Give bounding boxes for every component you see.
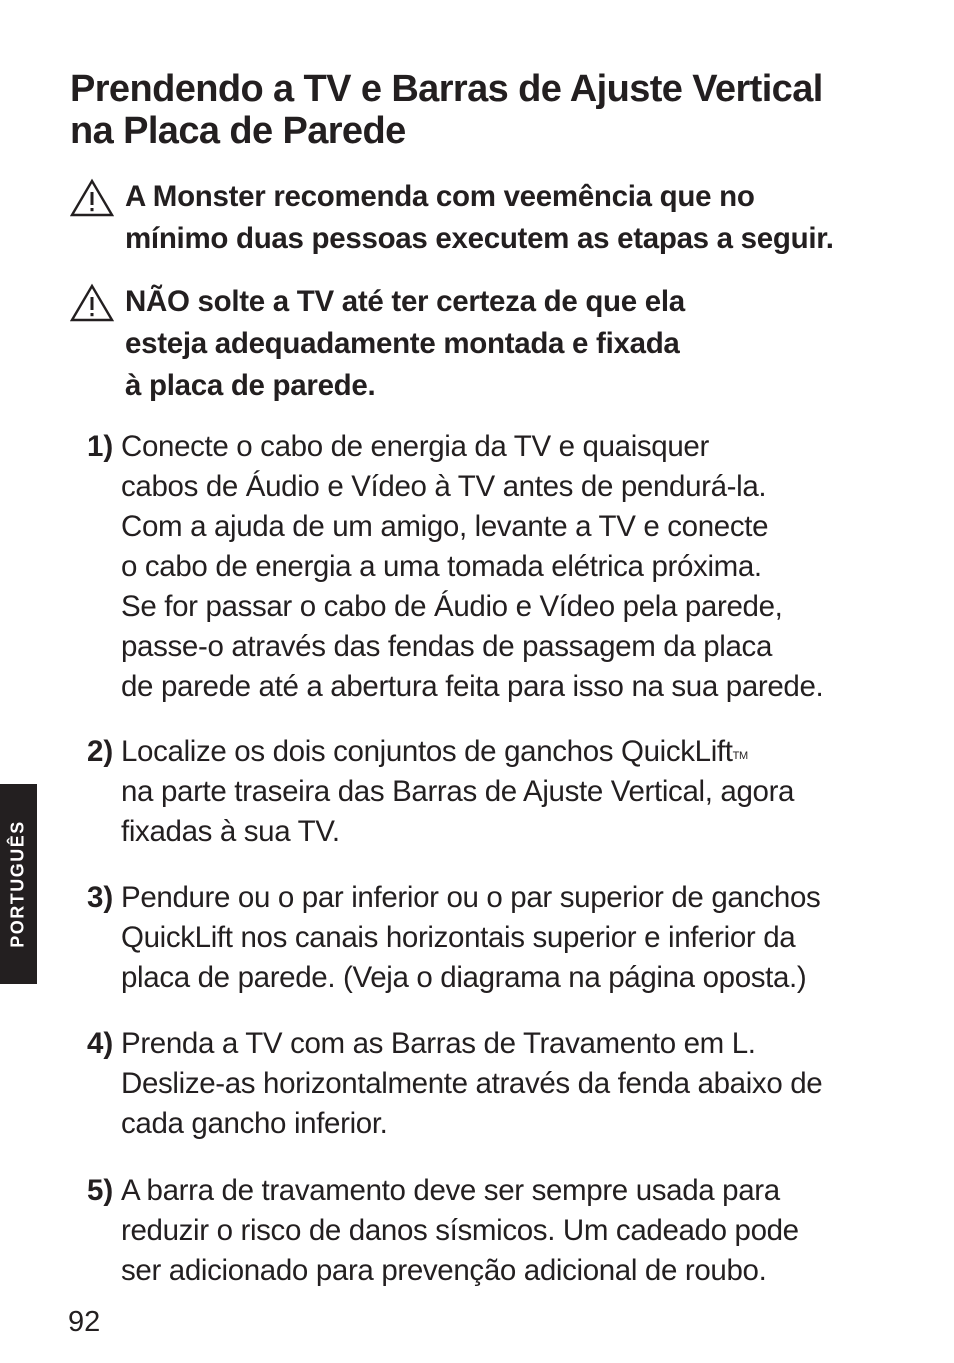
- language-tab-label: PORTUGUÊS: [7, 820, 28, 948]
- step-number: 2): [87, 735, 114, 768]
- step-3-line: placa de parede. (Veja o diagrama na página oposta.): [121, 961, 807, 994]
- warning-2-line: à placa de parede.: [125, 369, 376, 402]
- step-1-line: de parede até a abertura feita para isso na sua parede.: [121, 670, 824, 703]
- step-number: 3): [87, 881, 114, 914]
- step-5-line: ser adicionado para prevenção adicional de roubo.: [121, 1254, 767, 1287]
- step-2-line: [121, 732, 921, 772]
- step-1-line: Conecte o cabo de energia da TV e quaisquer: [121, 430, 709, 463]
- step-number: 5): [87, 1174, 114, 1207]
- language-side-tab: [0, 784, 37, 984]
- step-2-line: na parte traseira das Barras de Ajuste Vertical, agora: [121, 775, 795, 808]
- step-number: 1): [87, 430, 114, 463]
- step-1-line: Se for passar o cabo de Áudio e Vídeo pela parede,: [121, 590, 783, 623]
- step-text: [121, 427, 921, 707]
- step-1-line: passe-o através das fendas de passagem da placa: [121, 630, 773, 663]
- page-title: [70, 68, 930, 152]
- step-text: [121, 878, 921, 998]
- warning-triangle-icon: [70, 178, 114, 218]
- warning-text-2: [125, 281, 925, 407]
- page-title-line-1: Prendendo a TV e Barras de Ajuste Vertical: [70, 68, 823, 110]
- warning-1-line: mínimo duas pessoas executem as etapas a seguir.: [125, 222, 834, 255]
- step-3-line: QuickLift nos canais horizontais superior e inferior da: [121, 921, 796, 954]
- step-text: [121, 732, 921, 852]
- step-1-line: cabos de Áudio e Vídeo à TV antes de pendurá-la.: [121, 470, 767, 503]
- step-text: [121, 1171, 921, 1291]
- step-1-line: Com a ajuda de um amigo, levante a TV e conecte: [121, 510, 769, 543]
- warning-2-line: esteja adequadamente montada e fixada: [125, 327, 680, 360]
- step-5-line: reduzir o risco de danos sísmicos. Um cadeado pode: [121, 1214, 799, 1247]
- step-4-line: cada gancho inferior.: [121, 1107, 388, 1140]
- page-title-line-2: na Placa de Parede: [70, 110, 406, 152]
- step-text: [121, 1024, 921, 1144]
- step-4-line: Deslize-as horizontalmente através da fenda abaixo de: [121, 1067, 823, 1100]
- warning-1-line: A Monster recomenda com veemência que no: [125, 180, 755, 213]
- warning-2-line: NÃO solte a TV até ter certeza de que ela: [125, 285, 685, 318]
- step-2-line-text: Localize os dois conjuntos de ganchos QuickLift: [121, 735, 733, 768]
- warning-text-1: [125, 176, 925, 260]
- step-5-line: A barra de travamento deve ser sempre usada para: [121, 1174, 780, 1207]
- step-3-line: Pendure ou o par inferior ou o par superior de ganchos: [121, 881, 821, 914]
- step-1-line: o cabo de energia a uma tomada elétrica próxima.: [121, 550, 762, 583]
- page-number: 92: [68, 1306, 101, 1338]
- step-2-line: fixadas à sua TV.: [121, 815, 340, 848]
- step-number: 4): [87, 1027, 114, 1060]
- trademark-symbol: TM: [732, 750, 748, 762]
- step-4-line: Prenda a TV com as Barras de Travamento em L.: [121, 1027, 756, 1060]
- warning-triangle-icon: [70, 283, 114, 323]
